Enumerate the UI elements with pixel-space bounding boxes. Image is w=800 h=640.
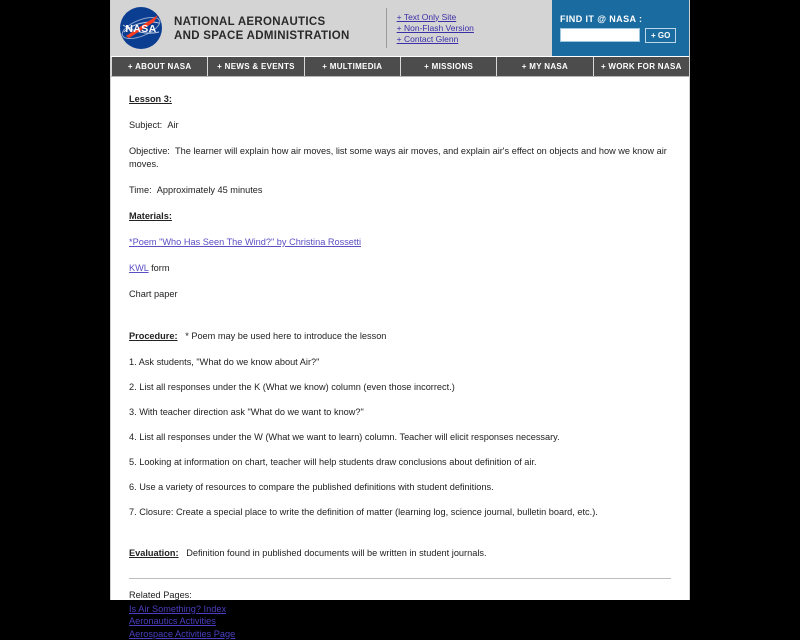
nav-item-about-nasa[interactable]: + ABOUT NASA [111, 57, 208, 76]
material-item-kwl [129, 262, 671, 275]
nav-item-multimedia[interactable]: + MULTIMEDIA [305, 57, 401, 76]
main-navigation [111, 56, 689, 77]
procedure-step: 7. Closure: Create a special place to write the definition of matter (learning log, science journal, bulletin board, etc.). [129, 506, 671, 519]
content-spacer-2 [129, 531, 671, 547]
search-go-button[interactable]: + GO [645, 28, 676, 43]
browser-page [110, 0, 690, 600]
evaluation-value: Definition found in published documents will be written in student journals. [186, 548, 486, 558]
related-pages [129, 589, 671, 640]
materials-label: Materials: [129, 211, 172, 221]
nav-item-my-nasa[interactable]: + MY NASA [497, 57, 593, 76]
lesson-time-row [129, 184, 671, 197]
nav-item-news-events[interactable]: + NEWS & EVENTS [208, 57, 304, 76]
time-value: Approximately 45 minutes [157, 185, 263, 195]
objective-label: Objective: [129, 146, 170, 156]
evaluation-row [129, 547, 671, 560]
site-header [111, 0, 689, 56]
lesson-title-row [129, 93, 671, 106]
lesson-subject-row [129, 119, 671, 132]
material-chart-paper-text: Chart paper [129, 289, 178, 299]
agency-title-line1: NATIONAL AERONAUTICS [174, 15, 350, 29]
svg-text:NASA: NASA [125, 23, 156, 35]
link-is-air-something-index[interactable]: Is Air Something? Index [129, 603, 671, 616]
nasa-logo[interactable] [118, 0, 174, 56]
header-quick-links [387, 0, 552, 56]
procedure-step: 6. Use a variety of resources to compare the published definitions with student definitions. [129, 481, 671, 494]
procedure-step: 5. Looking at information on chart, teacher will help students draw conclusions about definition of air. [129, 456, 671, 469]
material-item-poem [129, 236, 671, 249]
footer-divider [129, 578, 671, 579]
link-aeronautics-activities[interactable]: Aeronautics Activities [129, 615, 671, 628]
subject-label: Subject: [129, 120, 162, 130]
nav-item-work-for-nasa[interactable]: + WORK FOR NASA [594, 57, 689, 76]
procedure-step: 3. With teacher direction ask "What do we want to know?" [129, 406, 671, 419]
nasa-logo-svg [118, 5, 164, 51]
procedure-note: * Poem may be used here to introduce the lesson [185, 331, 386, 341]
link-aerospace-activities-page[interactable]: Aerospace Activities Page [129, 628, 671, 640]
procedure-step: 1. Ask students, "What do we know about Air?" [129, 356, 671, 369]
agency-title-line2: AND SPACE ADMINISTRATION [174, 29, 350, 43]
objective-value: The learner will explain how air moves, list some ways air moves, and explain air's effect on objects and how we know air moves. [129, 146, 667, 169]
nav-item-missions[interactable]: + MISSIONS [401, 57, 497, 76]
evaluation-label: Evaluation: [129, 548, 179, 558]
search-panel [552, 0, 689, 56]
lesson-content [111, 77, 689, 640]
agency-title [174, 0, 350, 56]
link-contact-glenn[interactable]: + Contact Glenn [397, 34, 552, 45]
link-poem-who-has-seen-the-wind[interactable]: *Poem "Who Has Seen The Wind?" by Christina Rossetti [129, 237, 361, 247]
lesson-objective-row [129, 145, 671, 171]
procedure-step: 2. List all responses under the K (What we know) column (even those incorrect.) [129, 381, 671, 394]
related-pages-title: Related Pages: [129, 589, 671, 602]
search-row [560, 28, 681, 43]
procedure-label: Procedure: [129, 331, 178, 341]
time-label: Time: [129, 185, 152, 195]
subject-value: Air [167, 120, 178, 130]
link-non-flash-version[interactable]: + Non-Flash Version [397, 23, 552, 34]
material-kwl-suffix: form [149, 263, 170, 273]
search-label: FIND IT @ NASA : [560, 14, 681, 24]
materials-heading [129, 210, 671, 223]
content-spacer [129, 314, 671, 330]
search-input[interactable] [560, 28, 640, 42]
nasa-meatball-icon [118, 5, 164, 51]
material-item-chart-paper [129, 288, 671, 301]
procedure-heading [129, 330, 671, 343]
procedure-step: 4. List all responses under the W (What we want to learn) column. Teacher will elicit responses necessary. [129, 431, 671, 444]
link-kwl-form[interactable]: KWL [129, 263, 149, 273]
link-text-only-site[interactable]: + Text Only Site [397, 12, 552, 23]
lesson-title: Lesson 3: [129, 94, 172, 104]
